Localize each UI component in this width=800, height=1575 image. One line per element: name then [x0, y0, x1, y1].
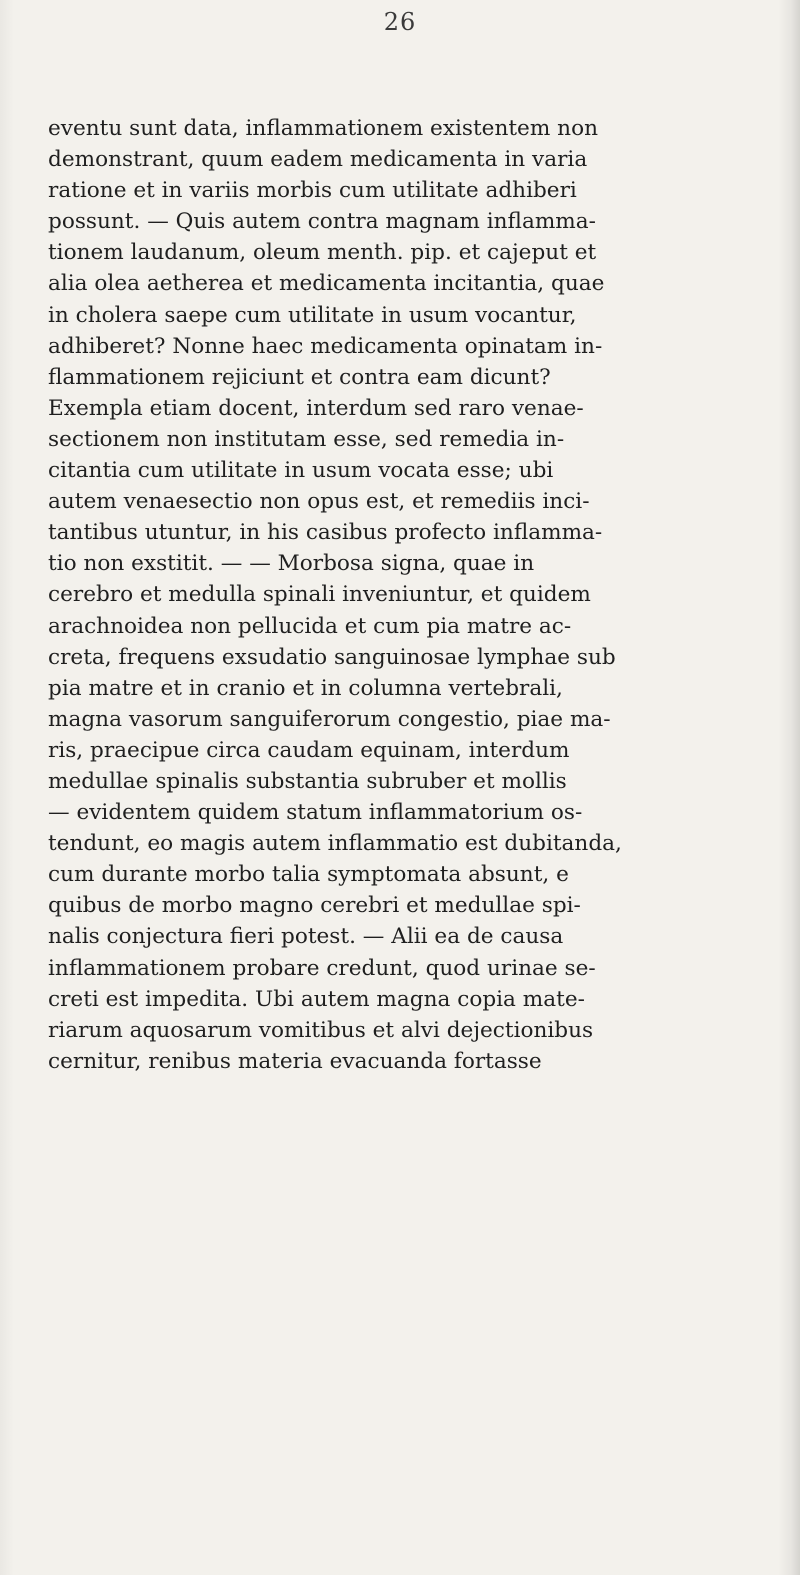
text-line: flammationem rejiciunt et contra eam dicunt? [48, 364, 551, 390]
text-line: creti est impedita. Ubi autem magna copia mate- [48, 986, 585, 1012]
text-line: sectionem non institutam esse, sed remedia in- [48, 426, 565, 452]
body-text [48, 113, 793, 1077]
page-number: 26 [383, 8, 417, 36]
text-line: in cholera saepe cum utilitate in usum vocantur, [48, 302, 577, 328]
text-line: riarum aquosarum vomitibus et alvi dejectionibus [48, 1017, 594, 1043]
text-line: inflammationem probare credunt, quod urinae se- [48, 955, 596, 981]
page-edge-left [0, 0, 14, 1575]
text-line: tio non exstitit. — — Morbosa signa, quae in [48, 551, 535, 577]
text-line: citantia cum utilitate in usum vocata esse; ubi [48, 458, 554, 484]
text-line: Exempla etiam docent, interdum sed raro venae- [48, 395, 584, 421]
text-line: tendunt, eo magis autem inflammatio est dubitanda, [48, 831, 622, 857]
text-line: eventu sunt data, inflammationem existentem non [48, 116, 598, 141]
text-line: ratione et in variis morbis cum utilitate adhiberi [48, 178, 577, 204]
text-line: — evidentem quidem statum inflammatorium os- [48, 800, 583, 826]
text-line: ris, praecipue circa caudam equinam, interdum [48, 737, 570, 763]
text-line: magna vasorum sanguiferorum congestio, piae ma- [48, 706, 611, 732]
text-line: cerebro et medulla spinali inveniuntur, et quidem [48, 582, 591, 608]
text-line: medullae spinalis substantia subruber et mollis [48, 768, 567, 794]
text-line: nalis conjectura fieri potest. — Alii ea de causa [48, 924, 564, 950]
text-line: autem venaesectio non opus est, et remediis inci- [48, 489, 590, 515]
text-line: possunt. — Quis autem contra magnam inflamma- [48, 209, 596, 235]
text-line: tionem laudanum, oleum menth. pip. et cajeput et [48, 240, 597, 266]
text-line: demonstrant, quum eadem medicamenta in varia [48, 147, 588, 173]
text-line: tantibus utuntur, in his casibus profecto inflamma- [48, 520, 603, 546]
text-line: creta, frequens exsudatio sanguinosae lymphae sub [48, 644, 616, 670]
text-line: arachnoidea non pellucida et cum pia matre ac- [48, 613, 572, 639]
text-line: pia matre et in cranio et in columna vertebrali, [48, 675, 563, 701]
text-line: adhiberet? Nonne haec medicamenta opinatam in- [48, 333, 603, 359]
text-line: alia olea aetherea et medicamenta incitantia, quae [48, 271, 605, 297]
text-line: quibus de morbo magno cerebri et medullae spi- [48, 893, 581, 919]
text-line: cernitur, renibus materia evacuanda fortasse [48, 1048, 542, 1074]
text-line: cum durante morbo talia symptomata absunt, e [48, 862, 569, 888]
